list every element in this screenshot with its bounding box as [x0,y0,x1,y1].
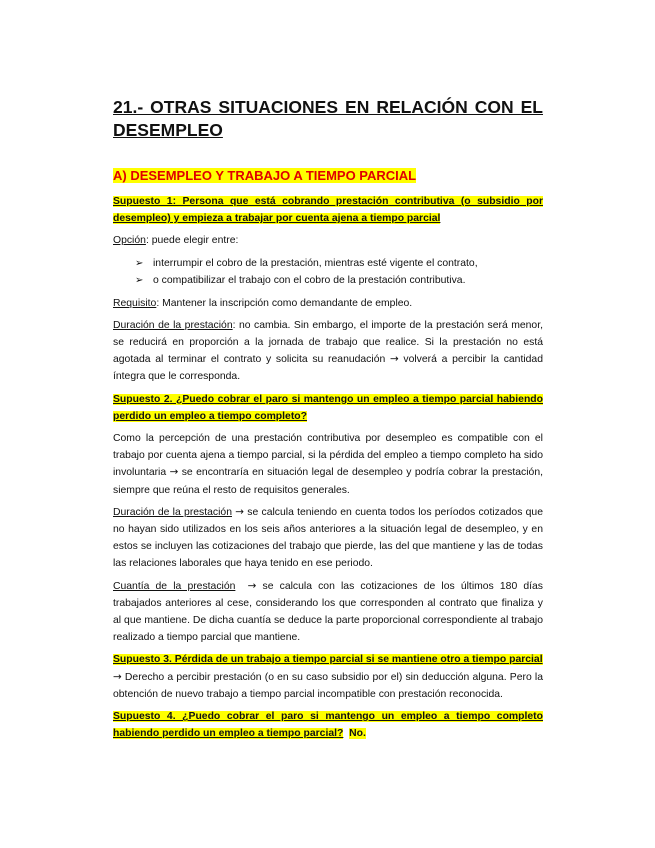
opcion-paragraph [113,232,543,249]
right-arrow-icon: → [247,579,257,592]
section-heading-text: A) DESEMPLEO Y TRABAJO A TIEMPO PARCIAL [113,168,417,183]
title-line-2: DESEMPLEO [113,120,223,140]
supuesto-3-heading: Supuesto 3. Pérdida de un trabajo a tiempo parcial si se mantiene otro a tiempo parcial [113,654,543,666]
requisito-text: : Mantener la inscripción como demandante de empleo. [156,297,413,309]
right-arrow-icon: → [235,505,244,518]
opcion-text: : puede elegir entre: [145,235,239,247]
title-line-1: 21.- OTRAS SITUACIONES EN RELACIÓN CON EL [113,97,543,117]
supuesto-2-heading: Supuesto 2. ¿Puedo cobrar el paro si mantengo un empleo a tiempo parcial habiendo perdido un empleo a tiempo completo? [113,393,543,422]
cuantia-paragraph: Cuantía de la prestación → se calcula con las cotizaciones de los últimos 180 días trabajados anteriores al cese, considerando los que corresponden al contrato que finaliza y al que mantiene. De dicha cuantía se deduce la parte proporcional correspondiente al trabajo realizado a tiempo parcial que mantiene. [113,579,543,644]
supuesto-3-paragraph: Supuesto 3. Pérdida de un trabajo a tiempo parcial si se mantiene otro a tiempo parcial → Derecho a percibir prestación (o en su caso subsidio por el) sin deducción alguna. Pero la obtención de nuevo trabajo a tiempo parcial incompatible con prestación reconocida. [113,654,543,700]
requisito-paragraph [113,295,543,312]
right-arrow-icon: → [169,466,179,479]
cuantia-label: Cuantía de la prestación [113,580,236,592]
opcion-label: Opción [113,235,146,247]
supuesto-4-heading: Supuesto 4. ¿Puedo cobrar el paro si mantengo un empleo a tiempo completo habiendo perdido un empleo a tiempo parcial? [113,711,543,740]
supuesto-2-paragraph: Como la percepción de una prestación contributiva por desempleo es compatible con el trabajo por cuenta ajena a tiempo parcial, si la pérdida del empleo a tiempo completo ha sido involuntaria → se encontraría en situación legal de desempleo y podría cobrar la prestación, siempre que reúna el resto de requisitos generales. [113,433,543,496]
arrow-bullet-icon: ➢ [135,257,144,269]
duracion-label: Duración de la prestación [113,506,232,518]
supuesto-4-answer: No. [349,728,366,740]
supuesto-1-heading: Supuesto 1: Persona que está cobrando prestación contributiva (o subsidio por desempleo) y empieza a trabajar por cuenta ajena a tiempo parcial [113,196,543,225]
duracion-paragraph-2: Duración de la prestación → se calcula teniendo en cuenta todos los períodos cotizados que no hayan sido utilizados en los seis años anteriores a la situación legal de desempleo, y en estos se incluyen las cotizaciones del trabajo que pierde, las del que mantiene y las de todas las relaciones laborales que haya tenido en ese periodo. [113,505,543,570]
duracion-paragraph-1: Duración de la prestación: no cambia. Sin embargo, el importe de la prestación será menor, se reducirá en proporción a la jornada de trabajo que realice. Si la prestación no está agotada al terminar el contrato y solicita su reanudación → volverá a percibir la cantidad íntegra que le corresponda. [113,319,543,383]
list-item: ➢ o compatibilizar el trabajo con el cobro de la prestación contributiva. [135,272,543,289]
options-list [113,255,543,289]
list-item: ➢ interrumpir el cobro de la prestación, mientras esté vigente el contrato, [135,255,543,272]
supuesto-4-paragraph [113,708,543,742]
requisito-label: Requisito [113,297,157,309]
duracion-label: Duración de la prestación [113,319,233,331]
section-heading [113,167,543,185]
arrow-bullet-icon: ➢ [135,274,144,286]
right-arrow-icon: → [113,670,122,683]
right-arrow-icon: → [389,353,399,366]
page-title [113,96,543,142]
